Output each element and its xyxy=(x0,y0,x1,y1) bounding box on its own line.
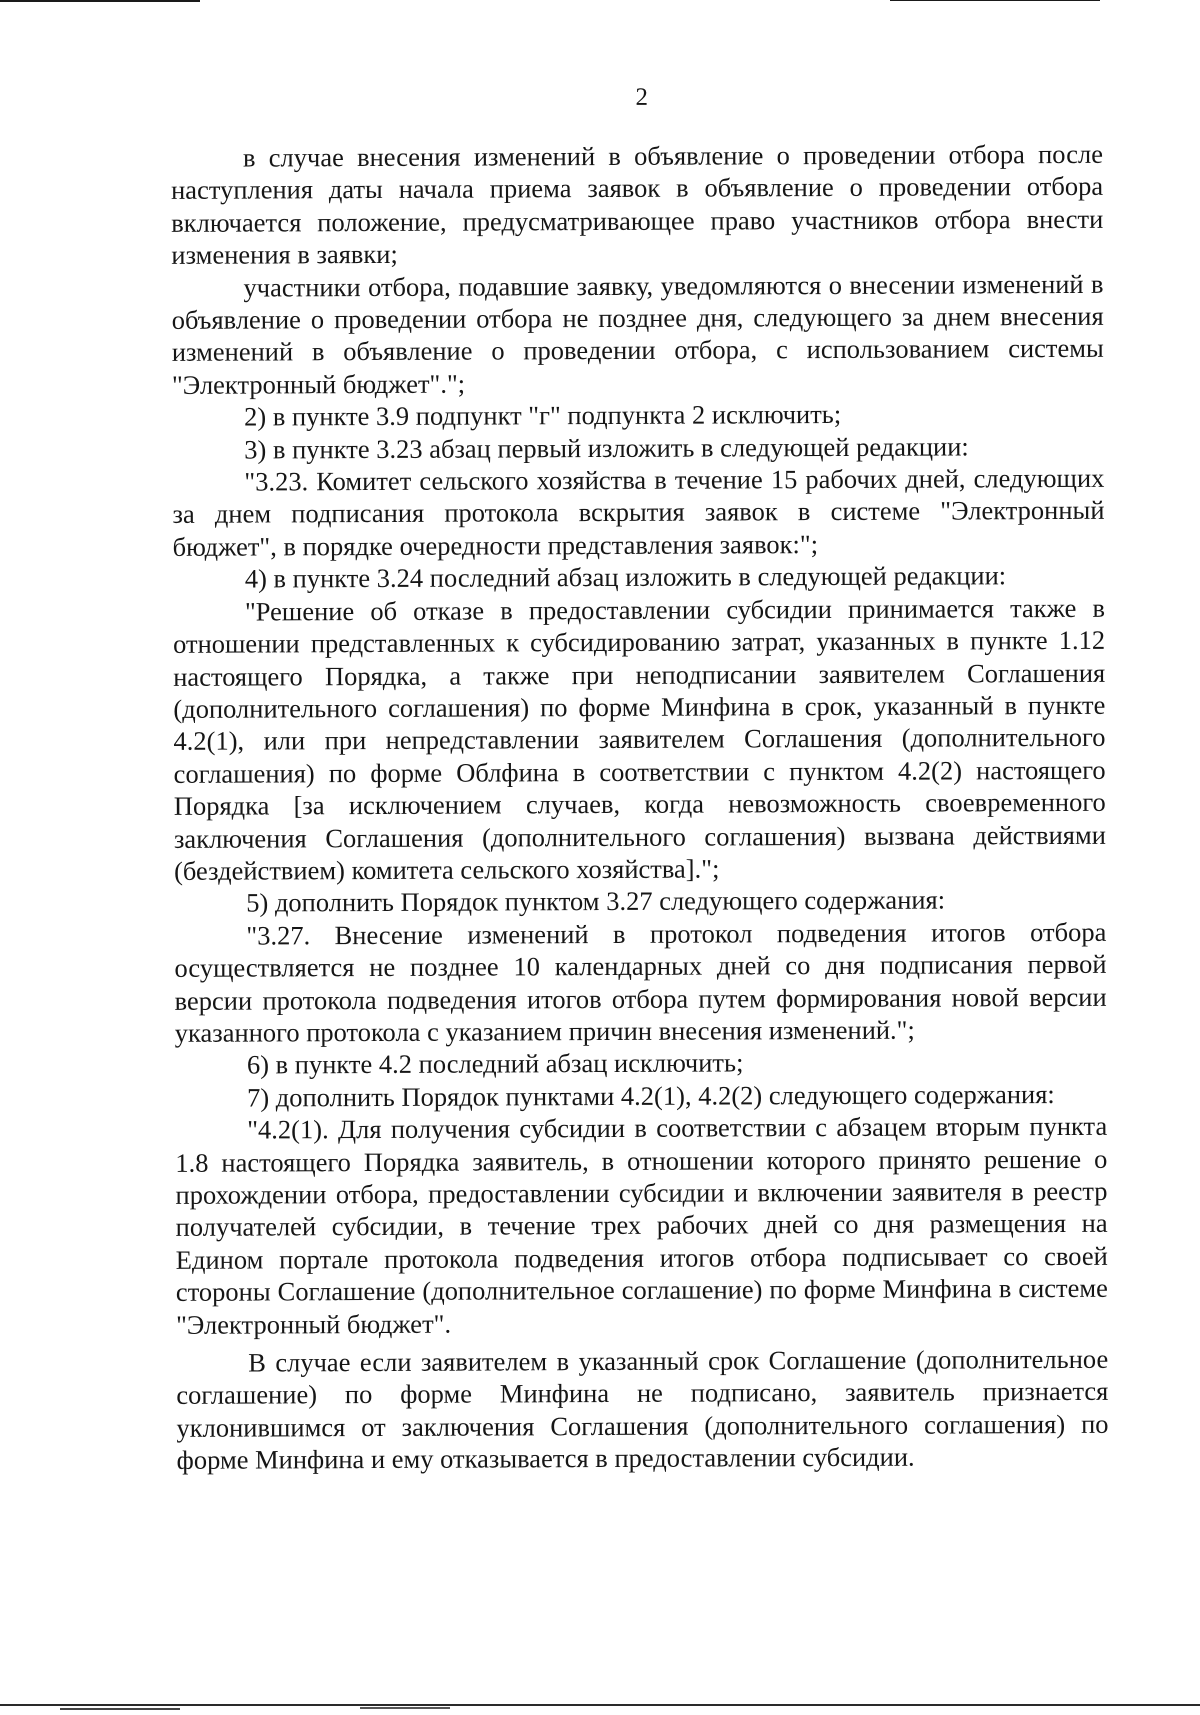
paragraph-6: 4) в пункте 3.24 последний абзац изложить в следующей редакции: xyxy=(244,560,1007,594)
paragraph-9: "3.27. Внесение изменений в протокол подведения итогов отбора осуществляется не позднее 10 календарных дней со дня подписания первой версии протокола подведения итогов отбора путем формирования новой версии указанного протокола с указанием причин внесения изменений."; xyxy=(174,916,1107,1048)
paragraph-7: "Решение об отказе в предоставлении субсидии принимается также в отношении представленных к субсидированию затрат, указанных в пункте 1.12 настоящего Порядка, а также при неподписании заявителем Соглашения (дополнительного соглашения) по форме Минфина в срок, указанный в пункте 4.2(1), или при непредставлении заявителем Соглашения (дополнительного соглашения) по форме Облфина в соответствии с пунктом 4.2(2) настоящего Порядка [за исключением случаев, когда невозможность своевременного заключения Соглашения (дополнительного соглашения) вызвана действиями (бездействием) комитета сельского хозяйства]."; xyxy=(173,592,1106,886)
paragraph-11: 7) дополнить Порядок пунктами 4.2(1), 4.2(2) следующего содержания: xyxy=(246,1078,1055,1113)
paragraph-3: 2) в пункте 3.9 подпункт "г" подпункта 2 исключить; xyxy=(244,399,842,432)
paragraph-2: участники отбора, подавшие заявку, уведомляются о внесении изменений в объявление о проведении отбора не позднее дня, следующего за днем внесения изменений в объявление о проведении отбора, с использованием системы "Электронный бюджет"."; xyxy=(171,268,1104,400)
paragraph-1: в случае внесения изменений в объявление о проведении отбора после наступления даты начала приема заявок в объявление о проведении отбора включается положение, предусматривающее право участников отбора внести изменения в заявки; xyxy=(171,138,1104,271)
paragraph-12: "4.2(1). Для получения субсидии в соответствии с абзацем вторым пункта 1.8 настоящего Порядка заявитель, в отношении которого принято решение о прохождении отбора, предоставлении субсидии и включении заявителя в реестр получателей субсидии, в течение трех рабочих дней со дня размещения на Едином портале протокола подведения итогов отбора подписывает со своей стороны Соглашение (дополнительное соглашение) по форме Минфина в системе "Электронный бюджет". xyxy=(175,1110,1108,1340)
paragraph-5: "3.23. Комитет сельского хозяйства в течение 15 рабочих дней, следующих за днем подписания протокола вскрытия заявок в системе "Электронный бюджет", в порядке очередности представления заявок:"; xyxy=(172,462,1105,562)
document-body xyxy=(171,138,1109,1477)
paragraph-13: В случае если заявителем в указанный срок Соглашение (дополнительное соглашение) по форме Минфина не подписано, заявитель признается уклонившимся от заключения Соглашения (дополнительного соглашения) по форме Минфина и ему отказывается в предоставлении субсидии. xyxy=(176,1343,1109,1476)
paragraph-10: 6) в пункте 4.2 последний абзац исключить; xyxy=(246,1047,744,1080)
page-number: 2 xyxy=(635,83,648,111)
paragraph-8: 5) дополнить Порядок пунктом 3.27 следующего содержания: xyxy=(246,884,946,918)
paragraph-4: 3) в пункте 3.23 абзац первый изложить в следующей редакции: xyxy=(244,431,969,465)
